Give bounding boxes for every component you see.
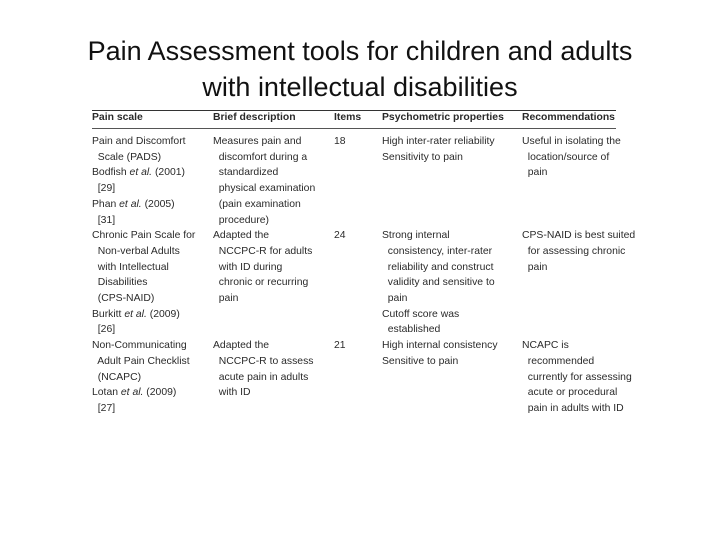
cell-brief-description-line: acute pain in adults — [213, 371, 309, 383]
cell-items — [334, 134, 382, 228]
cell-pain-scale-line: Adult Pain Checklist — [92, 355, 190, 367]
cell-recommendations-line: Useful in isolating the — [522, 136, 621, 147]
cell-recommendations-line: NCAPC is — [522, 340, 569, 352]
cell-recommendations-line: pain — [522, 261, 548, 273]
cell-recommendations-line: pain in adults with ID — [522, 402, 624, 414]
cell-brief-description-line: NCCPC-R for adults — [213, 245, 313, 257]
cell-psychometric-properties-line: reliability and construct — [382, 261, 494, 273]
cell-pain-scale-line: [31] — [92, 214, 116, 226]
cell-pain-scale-line: Burkitt et al. (2009) — [92, 308, 180, 320]
table-row — [92, 228, 636, 338]
cell-recommendations — [522, 134, 621, 228]
cell-psychometric-properties-line: established — [382, 324, 441, 336]
cell-items-line: 21 — [334, 340, 346, 352]
cell-items — [334, 228, 382, 338]
cell-recommendations-line: recommended — [522, 355, 595, 367]
cell-recommendations-line: location/source of — [522, 151, 610, 163]
cell-items — [334, 338, 382, 417]
cell-psychometric-properties-line: validity and sensitive to — [382, 277, 495, 289]
cell-psychometric-properties-line: High inter-rater reliability — [382, 136, 495, 147]
table-row — [92, 338, 632, 417]
cell-pain-scale-line: Non-verbal Adults — [92, 245, 180, 257]
cell-psychometric-properties-line: consistency, inter-rater — [382, 245, 493, 257]
cell-pain-scale-line: [26] — [92, 324, 116, 336]
cell-brief-description-line: physical examination — [213, 183, 316, 195]
cell-brief-description-line: standardized — [213, 167, 279, 179]
cell-psychometric-properties — [382, 228, 522, 338]
slide-title — [0, 33, 720, 105]
cell-items-line: 24 — [334, 230, 346, 242]
cell-brief-description-line: Adapted the — [213, 340, 270, 352]
cell-brief-description-line: discomfort during a — [213, 151, 308, 163]
slide-title-line-1: Pain Assessment tools for children and adults — [87, 36, 633, 66]
header-psychometric-properties: Psychometric properties — [382, 112, 504, 123]
cell-pain-scale — [92, 228, 213, 338]
cell-psychometric-properties-line: High internal consistency — [382, 340, 498, 352]
cell-brief-description-line: with ID — [213, 387, 251, 399]
cell-psychometric-properties-line: pain — [382, 293, 408, 305]
table-body — [92, 134, 636, 417]
cell-brief-description-line: chronic or recurring — [213, 277, 309, 289]
cell-recommendations — [522, 338, 632, 417]
cell-psychometric-properties-line: Strong internal — [382, 230, 450, 242]
cell-pain-scale-line: Bodfish et al. (2001) — [92, 167, 186, 179]
cell-pain-scale-line: [29] — [92, 183, 116, 195]
cell-pain-scale-line: (NCAPC) — [92, 371, 142, 383]
cell-psychometric-properties-line: Sensitive to pain — [382, 355, 459, 367]
cell-pain-scale-line: Chronic Pain Scale for — [92, 230, 196, 242]
cell-brief-description-line: Adapted the — [213, 230, 270, 242]
cell-brief-description — [213, 134, 334, 228]
header-pain-scale: Pain scale — [92, 112, 143, 123]
cell-pain-scale-line: [27] — [92, 402, 116, 414]
header-items: Items — [334, 112, 362, 123]
table-header-row — [92, 110, 616, 128]
cell-recommendations-line: currently for assessing — [522, 371, 632, 383]
slide-title-line-2: with intellectual disabilities — [202, 72, 518, 102]
cell-brief-description-line: Measures pain and — [213, 136, 302, 147]
cell-pain-scale-line: Lotan et al. (2009) — [92, 387, 177, 399]
table-row — [92, 134, 621, 228]
cell-pain-scale-line: Scale (PADS) — [92, 151, 162, 163]
header-recommendations: Recommendations — [522, 112, 615, 123]
cell-recommendations — [522, 228, 636, 338]
cell-psychometric-properties-line: Sensitivity to pain — [382, 151, 463, 163]
cell-brief-description-line: NCCPC-R to assess — [213, 355, 314, 367]
cell-recommendations-line: CPS-NAID is best suited — [522, 230, 636, 242]
cell-brief-description-line: pain — [213, 293, 239, 305]
cell-items-line: 18 — [334, 136, 346, 147]
cell-pain-scale-line: Disabilities — [92, 277, 148, 289]
pain-assessment-table — [92, 110, 636, 417]
cell-recommendations-line: pain — [522, 167, 548, 179]
cell-brief-description-line: procedure) — [213, 214, 270, 226]
cell-pain-scale-line: Non-Communicating — [92, 340, 187, 352]
cell-pain-scale-line: with Intellectual — [92, 261, 169, 273]
cell-pain-scale-line: (CPS-NAID) — [92, 293, 155, 305]
cell-psychometric-properties — [382, 134, 522, 228]
cell-recommendations-line: for assessing chronic — [522, 245, 626, 257]
cell-brief-description-line: with ID during — [213, 261, 283, 273]
cell-recommendations-line: acute or procedural — [522, 387, 618, 399]
cell-brief-description-line: (pain examination — [213, 198, 301, 210]
header-brief-description: Brief description — [213, 112, 296, 123]
cell-psychometric-properties — [382, 338, 522, 417]
cell-pain-scale-line: Pain and Discomfort — [92, 136, 186, 147]
cell-pain-scale — [92, 338, 213, 417]
cell-pain-scale — [92, 134, 213, 228]
header-rule — [92, 128, 616, 129]
cell-psychometric-properties-line: Cutoff score was — [382, 308, 460, 320]
cell-brief-description — [213, 338, 334, 417]
cell-pain-scale-line: Phan et al. (2005) — [92, 198, 175, 210]
cell-brief-description — [213, 228, 334, 338]
